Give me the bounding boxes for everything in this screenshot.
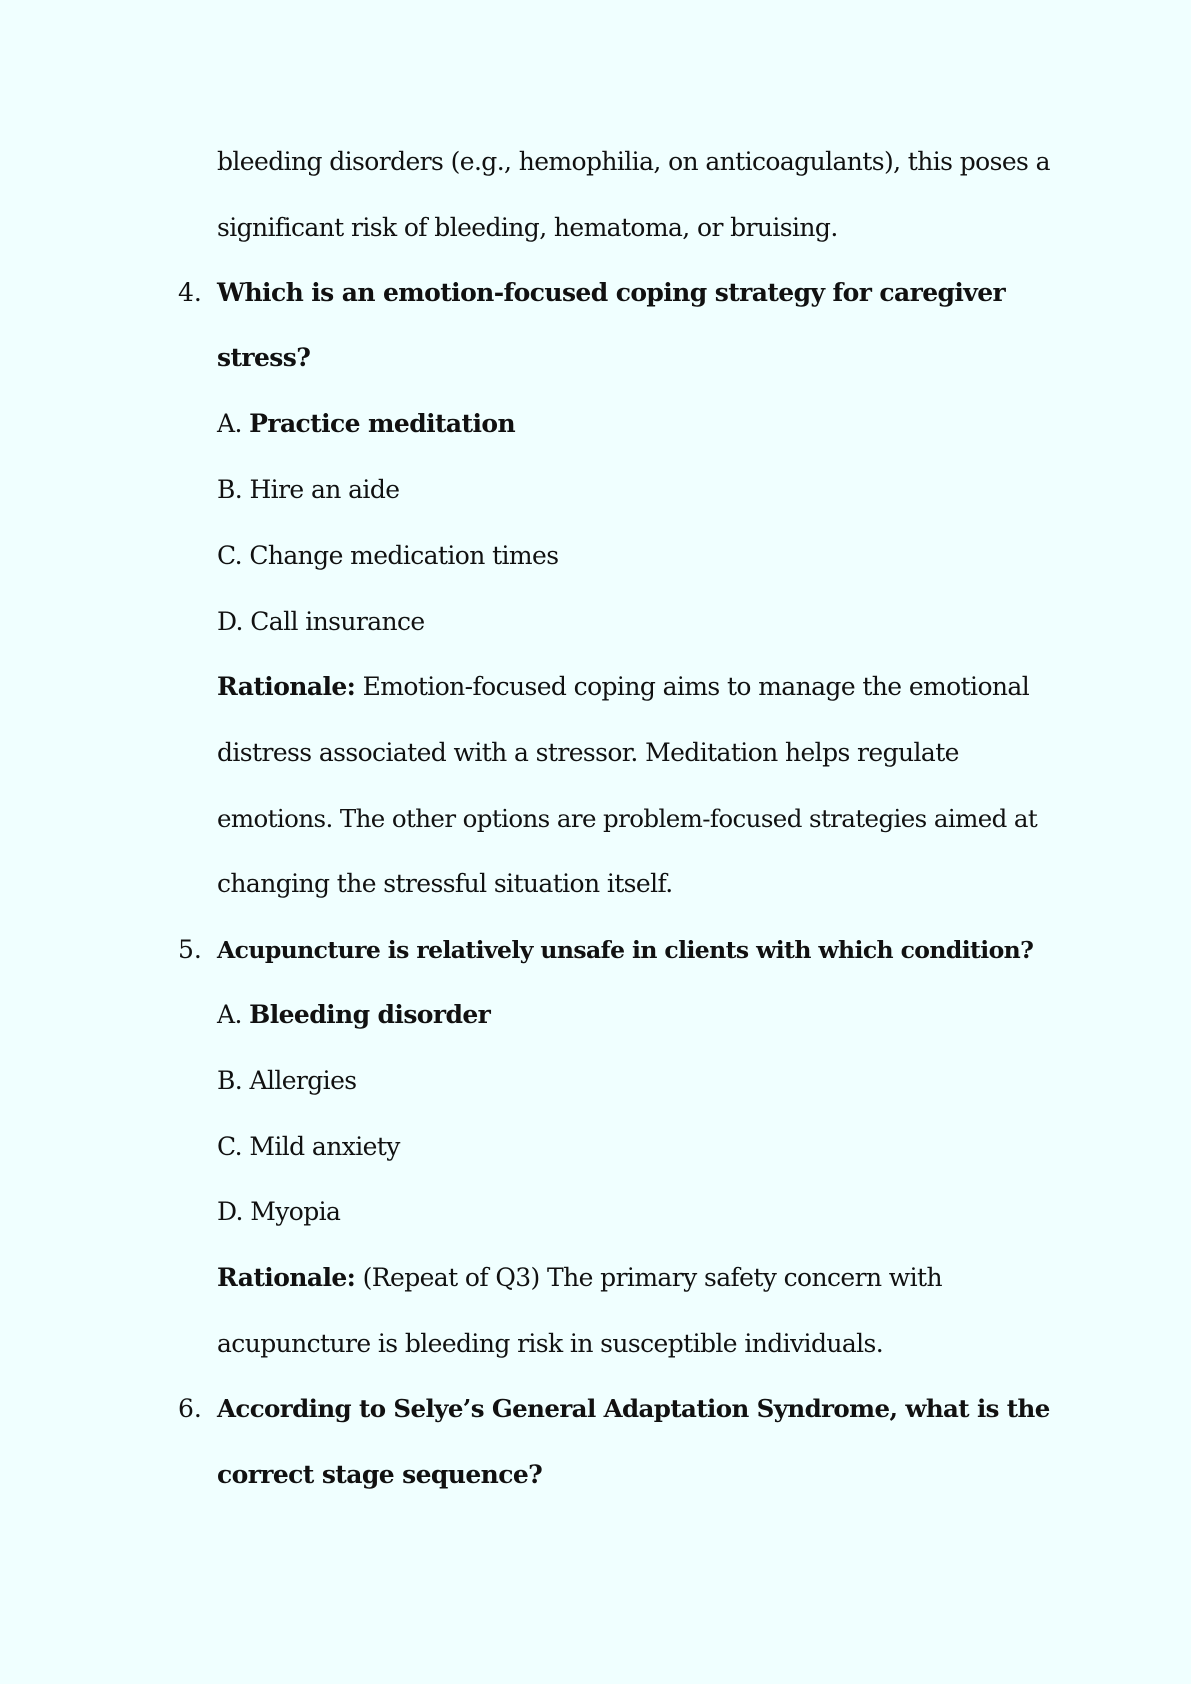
question-4-rationale-line-4: changing the stressful situation itself. [217,869,673,898]
option-text: Allergies [249,1066,357,1095]
question-4-option-a [217,408,515,440]
question-5-rationale-line-2: acupuncture is bleeding risk in susceptible individuals. [217,1329,884,1358]
rationale-label: Rationale: [217,1263,356,1292]
option-text: Hire an aide [249,475,400,504]
question-5-option-c [217,1131,400,1163]
question-5-option-d [217,1196,340,1228]
option-text-correct: Bleeding disorder [249,1000,491,1029]
question-5-number: 5. [178,935,202,964]
option-letter: C. [217,1132,242,1161]
question-4-rationale-line-3: emotions. The other options are problem-focused strategies aimed at [217,804,1038,833]
option-letter: C. [217,541,242,570]
question-4-rationale-line-2: distress associated with a stressor. Meditation helps regulate [217,738,959,767]
option-letter: D. [217,1197,243,1226]
question-4-text-line-2: stress? [217,343,311,372]
option-text-correct: Practice meditation [249,409,516,438]
question-5-rationale-line-1 [217,1262,942,1294]
question-6-number: 6. [178,1394,202,1423]
continuation-line-1: bleeding disorders (e.g., hemophilia, on anticoagulants), this poses a [217,147,1050,176]
option-letter: A. [217,409,242,438]
question-6-text-line-1: According to Selye’s General Adaptation Syndrome, what is the [217,1394,1050,1423]
question-4-option-b [217,474,399,506]
rationale-label: Rationale: [217,672,356,701]
question-5-option-b [217,1065,357,1097]
option-letter: B. [217,1066,243,1095]
question-4-number: 4. [178,278,202,307]
option-text: Change medication times [249,541,559,570]
option-letter: D. [217,607,243,636]
option-text: Call insurance [250,607,425,636]
option-text: Mild anxiety [249,1132,400,1161]
question-4-option-c [217,540,558,572]
option-text: Myopia [250,1197,341,1226]
question-4-text-line-1: Which is an emotion-focused coping strategy for caregiver [217,278,1006,307]
option-letter: A. [217,1000,242,1029]
question-4-rationale-line-1 [217,671,1029,703]
rationale-text: Emotion-focused coping aims to manage the emotional [362,672,1030,701]
rationale-text: (Repeat of Q3) The primary safety concern with [362,1263,942,1292]
option-letter: B. [217,475,243,504]
question-5-option-a [217,999,490,1031]
question-6-text-line-2: correct stage sequence? [217,1460,543,1489]
question-4-option-d [217,606,425,638]
continuation-line-2: significant risk of bleeding, hematoma, or bruising. [217,213,838,242]
question-5-text-line-1: Acupuncture is relatively unsafe in clients with which condition? [217,936,1034,964]
